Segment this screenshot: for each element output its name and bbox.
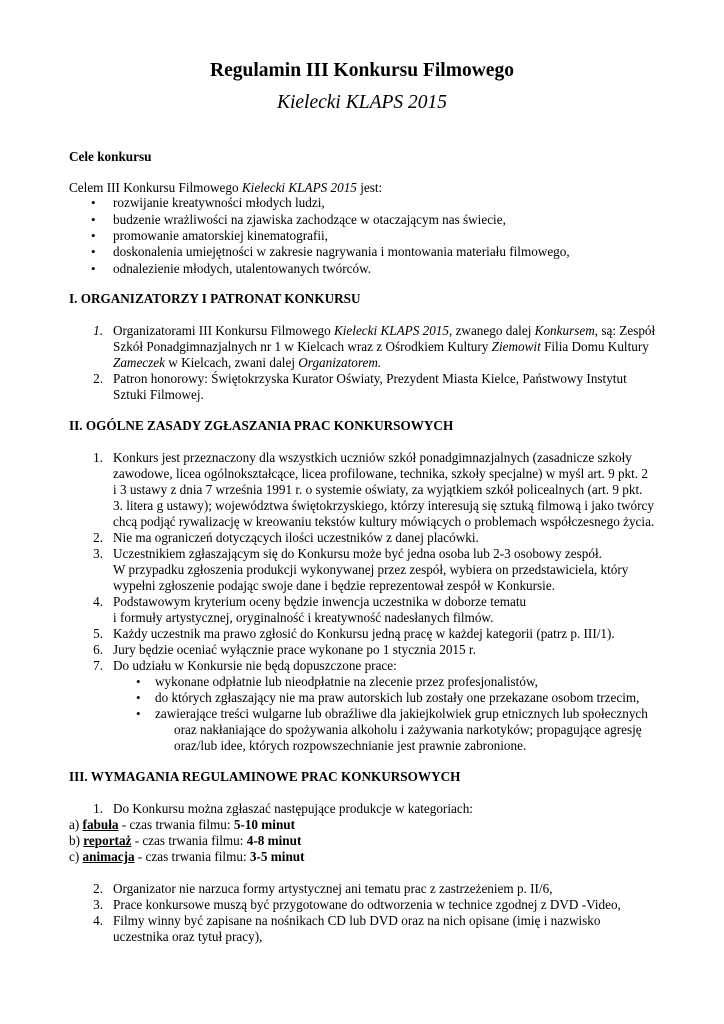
rule-5-text: Każdy uczestnik ma prawo zgłosić do Konkursu jedną pracę w każdej kategorii (patrz p. III/1). bbox=[113, 626, 615, 641]
goal-item: promowanie amatorskiej kinematografii, bbox=[113, 228, 328, 243]
document-subtitle: Kielecki KLAPS 2015 bbox=[276, 92, 448, 113]
bullet-icon: • bbox=[136, 690, 141, 705]
rule-2-text: Nie ma ograniczeń dotyczących ilości uczestników z danej placówki. bbox=[113, 530, 479, 545]
rule-3-line: Uczestnikiem zgłaszającym się do Konkursu może być jedna osoba lub 2-3 osobowy zespół. bbox=[113, 546, 602, 561]
goal-item: doskonalenia umiejętności w zakresie nagrywania i montowania materiału filmowego, bbox=[113, 244, 570, 259]
requirement-3-text: Prace konkursowe muszą być przygotowane do odtworzenia w technice zgodnej z DVD -Video, bbox=[113, 897, 621, 912]
exclusion-item: wykonane odpłatnie lub nieodpłatnie na zlecenie przez profesjonalistów, bbox=[155, 674, 538, 689]
rule-1-line: chcą podjąć rywalizację w kreowaniu tekstów kultury mówiących o problemach współczesnego życia. bbox=[113, 514, 655, 529]
list-number: 3. bbox=[93, 546, 103, 561]
goal-item: odnalezienie młodych, utalentowanych twórców. bbox=[113, 261, 372, 276]
goal-item: budzenie wrażliwości na zjawiska zachodzące w otaczającym nas świecie, bbox=[113, 212, 506, 227]
list-number: 2. bbox=[93, 881, 103, 896]
section-2-heading: II. OGÓLNE ZASADY ZGŁASZANIA PRAC KONKURSOWYCH bbox=[69, 418, 454, 433]
exclusion-item-cont: oraz nakłaniające do spożywania alkoholu i zażywania narkotyków; propagujące agresję bbox=[174, 722, 642, 737]
category-fabula: a) fabuła - czas trwania filmu: 5-10 minut bbox=[69, 817, 296, 832]
bullet-icon: • bbox=[136, 674, 141, 689]
patronage-line-2: Sztuki Filmowej. bbox=[113, 387, 204, 402]
rule-4-line: i formuły artystycznej, oryginalność i kreatywność nadesłanych filmów. bbox=[113, 610, 494, 625]
rule-3-line: wypełni zgłoszenie podając swoje dane i będzie reprezentował zespół w Konkursie. bbox=[113, 578, 555, 593]
rule-6-text: Jury będzie oceniać wyłącznie prace wykonane po 1 stycznia 2015 r. bbox=[113, 642, 476, 657]
requirement-2-text: Organizator nie narzuca formy artystycznej ani tematu prac z zastrzeżeniem p. II/6, bbox=[113, 881, 553, 896]
list-number: 7. bbox=[93, 658, 103, 673]
bullet-icon: • bbox=[91, 212, 96, 227]
exclusion-item-cont: oraz/lub idee, których rozpowszechnianie jest prawnie zabronione. bbox=[174, 738, 527, 753]
list-number: 4. bbox=[93, 913, 103, 928]
rule-4-line: Podstawowym kryterium oceny będzie inwencja uczestnika w doborze tematu bbox=[113, 594, 527, 609]
rule-7-text: Do udziału w Konkursie nie będą dopuszczone prace: bbox=[113, 658, 397, 673]
requirement-4-line: uczestnika oraz tytuł pracy), bbox=[113, 929, 263, 944]
rule-1-line: zawodowe, licea ogólnokształcące, licea profilowane, technika, szkoły specjalne) w myśl art. 9 pkt. 2 bbox=[113, 466, 648, 481]
goals-heading: Cele konkursu bbox=[69, 149, 152, 164]
exclusion-item: zawierające treści wulgarne lub obraźliwe dla jakiejkolwiek grup etnicznych lub społecznych bbox=[155, 706, 648, 721]
goals-intro: Celem III Konkursu Filmowego Kielecki KLAPS 2015 jest: bbox=[69, 180, 383, 195]
patronage-line-1: Patron honorowy: Świętokrzyska Kurator Oświaty, Prezydent Miasta Kielce, Państwowy Instytut bbox=[113, 371, 627, 386]
list-number: 1. bbox=[93, 323, 103, 338]
bullet-icon: • bbox=[91, 244, 96, 259]
organizers-line-3: Zameczek w Kielcach, zwani dalej Organizatorem. bbox=[113, 355, 382, 370]
rule-3-line: W przypadku zgłoszenia produkcji wykonywanej przez zespół, wybiera on przedstawiciela, który bbox=[113, 562, 629, 577]
list-number: 6. bbox=[93, 642, 103, 657]
exclusion-item: do których zgłaszający nie ma praw autorskich lub zostały one przekazane osobom trzecim, bbox=[155, 690, 640, 705]
list-number: 1. bbox=[93, 801, 103, 816]
requirement-1-text: Do Konkursu można zgłaszać następujące produkcje w kategoriach: bbox=[113, 801, 473, 816]
organizers-line-2: Szkół Ponadgimnazjalnych nr 1 w Kielcach wraz z Ośrodkiem Kultury Ziemowit Filia Domu Kultury bbox=[113, 339, 649, 354]
document-title: Regulamin III Konkursu Filmowego bbox=[210, 60, 514, 81]
list-number: 1. bbox=[93, 450, 103, 465]
rule-1-line: Konkurs jest przeznaczony dla wszystkich uczniów szkół ponadgimnazjalnych (zasadnicze szkoły bbox=[113, 450, 632, 465]
requirement-4-line: Filmy winny być zapisane na nośnikach CD lub DVD oraz na nich opisane (imię i nazwisko bbox=[113, 913, 601, 928]
list-number: 5. bbox=[93, 626, 103, 641]
list-number: 2. bbox=[93, 530, 103, 545]
category-reportaz: b) reportaż - czas trwania filmu: 4-8 minut bbox=[69, 833, 302, 848]
bullet-icon: • bbox=[136, 706, 141, 721]
bullet-icon: • bbox=[91, 228, 96, 243]
section-3-heading: III. WYMAGANIA REGULAMINOWE PRAC KONKURSOWYCH bbox=[69, 769, 461, 784]
rule-1-line: i 3 ustawy z dnia 7 września 1991 r. o systemie oświaty, za wyjątkiem szkół policealnych (art. 9 pkt. bbox=[113, 482, 643, 497]
bullet-icon: • bbox=[91, 261, 96, 276]
list-number: 2. bbox=[93, 371, 103, 386]
section-1-heading: I. ORGANIZATORZY I PATRONAT KONKURSU bbox=[69, 291, 361, 306]
list-number: 3. bbox=[93, 897, 103, 912]
category-animacja: c) animacja - czas trwania filmu: 3-5 minut bbox=[69, 849, 305, 864]
list-number: 4. bbox=[93, 594, 103, 609]
rule-1-line: 3. litera g ustawy); województwa świętokrzyskiego, którzy interesują się sztuką filmową i jako twórcy bbox=[113, 498, 654, 513]
bullet-icon: • bbox=[91, 195, 96, 210]
goal-item: rozwijanie kreatywności młodych ludzi, bbox=[113, 195, 325, 210]
organizers-line-1: Organizatorami III Konkursu Filmowego Kielecki KLAPS 2015, zwanego dalej Konkursem, są: Zespół bbox=[113, 323, 656, 338]
